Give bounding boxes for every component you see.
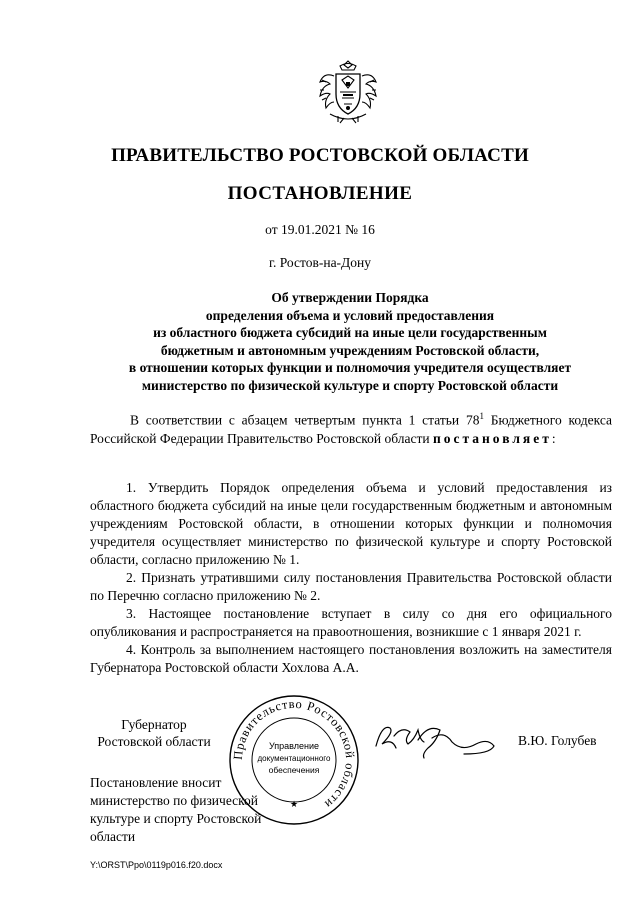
decree-item: 3. Настоящее постановление вступает в силу со дня его официального опубликования и распространяется на правоотношения, возникшие с 1 января 2021 г. [90,606,612,639]
intro-text: В соответствии с абзацем четвертым пункта 1 статьи 78 [130,412,480,428]
stamp-inner-line: обеспечения [268,765,320,775]
intro-text-continued: Бюджетного кодекса Российской Федерации Правительство Ростовской области [90,412,612,446]
subject-line: бюджетным и автономным учреждениям Ростовской области, [160,342,540,358]
stamp-inner-line: документационного [257,754,331,763]
signatory-name: В.Ю. Голубев [518,733,597,748]
document-date-number: от 19.01.2021 № 16 [265,222,375,237]
signatory-title [90,716,218,750]
stamp-inner-line: Управление [268,741,320,751]
submitted-by-line: министерство по физической [90,793,258,808]
decree-item: 4. Контроль за выполнением настоящего постановления возложить на заместителя Губернатора Ростовской области Хохлова А.А. [90,642,612,675]
signatory-title-line: Ростовской области [97,734,211,749]
document-subject [90,289,610,394]
subject-line: из областного бюджета субсидий на иные цели государственным [153,325,547,340]
decree-colon: : [551,430,556,446]
signatory-title-line: Губернатор [121,717,187,732]
decree-item: 1. Утвердить Порядок определения объема и условий предоставления из областного бюджета субсидий на иные цели государственным бюджетным и автономным учреждениям Ростовской области, в отношении которых функции и полномочия учредителя осуществляет министерство по физической культуре и спорту Ростовской области, согласно приложению № 1. [90,480,612,567]
decree-item: 2. Признать утратившими силу постановления Правительства Ростовской области по Перечню согласно приложению № 2. [90,570,612,603]
document-type: ПОСТАНОВЛЕНИЕ [227,183,413,204]
article-superscript: 1 [479,411,484,421]
subject-line: Об утверждении Порядка [271,290,429,305]
decree-word: постановляет [432,430,552,446]
file-path: Y:\ORST\Ppo\0119p016.f20.docx [90,860,223,870]
stamp-ring-text: Правительство Ростовской области [230,696,358,812]
submitted-by-line: культуре и спорту Ростовской [90,811,262,826]
government-title: ПРАВИТЕЛЬСТВО РОСТОВСКОЙ ОБЛАСТИ [111,145,529,166]
subject-line: министерство по физической культуре и спорту Ростовской области [141,377,559,393]
decree-items [90,479,612,677]
coat-of-arms-emblem [316,58,380,124]
intro-paragraph [90,407,612,448]
subject-line: в отношении которых функции и полномочия учредителя осуществляет [128,360,572,375]
submitted-by-line: Постановление вносит [90,775,222,790]
submitted-by-line: области [90,829,136,844]
handwritten-signature [372,716,497,760]
subject-line: определения объема и условий предоставления [205,307,495,323]
document-place: г. Ростов-на-Дону [268,255,371,270]
submitted-by [90,774,290,846]
stamp-star-icon: ★ [290,799,299,809]
